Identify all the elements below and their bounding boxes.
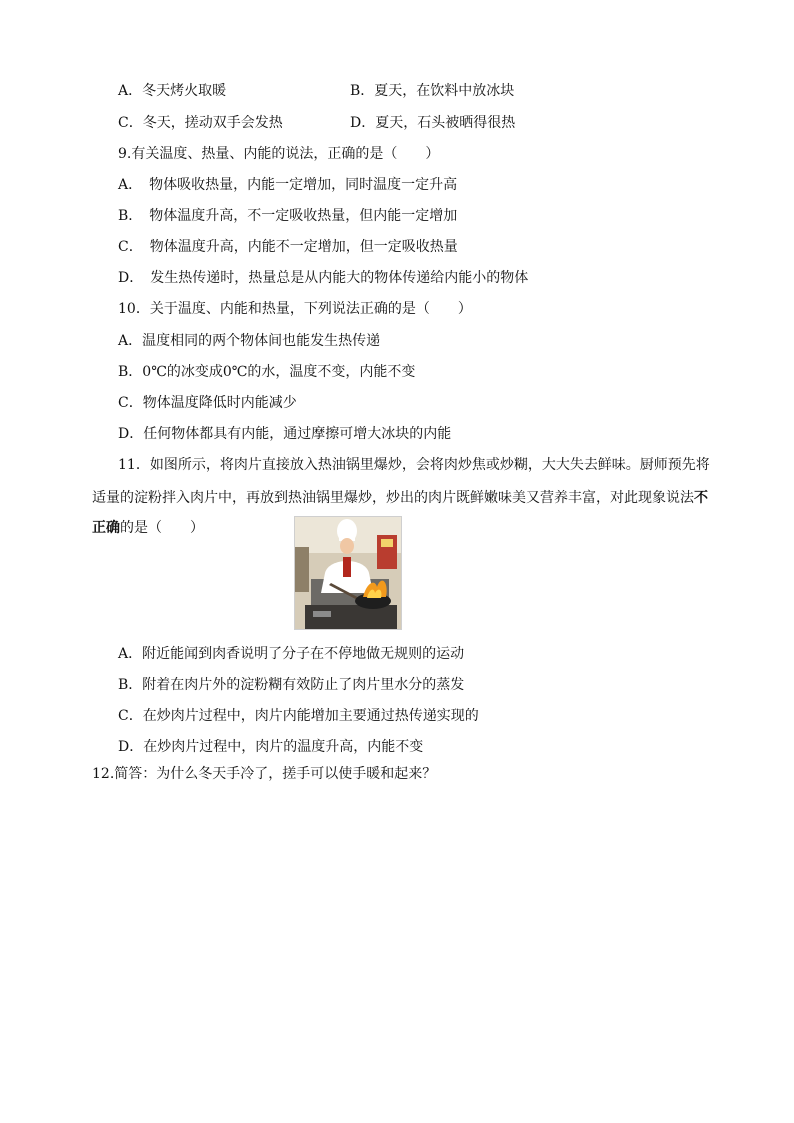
q10-option-b: B．0℃的冰变成0℃的水，温度不变，内能不变 [118, 364, 416, 380]
q11-option-c: C．在炒肉片过程中，肉片内能增加主要通过热传递实现的 [118, 708, 479, 724]
q11-option-d: D．在炒肉片过程中，肉片的温度升高，内能不变 [118, 739, 424, 755]
q11-stem-line2-text: 适量的淀粉拌入肉片中，再放到热油锅里爆炒，炒出的肉片既鲜嫩味美又营养丰富，对此现象说法 [92, 490, 694, 506]
q8-option-a: A．冬天烤火取暖 [118, 83, 227, 99]
q11-stem-line2 [92, 489, 708, 507]
q11-option-a: A．附近能闻到肉香说明了分子在不停地做无规则的运动 [118, 646, 465, 662]
q11-stem-line1: 11．如图所示，将肉片直接放入热油锅里爆炒，会将肉炒焦或炒糊，大大失去鲜味。厨师预先将 [118, 457, 710, 473]
q10-stem: 10．关于温度、内能和热量，下列说法正确的是（ ） [118, 301, 472, 317]
q10-option-a: A．温度相同的两个物体间也能发生热传递 [118, 333, 381, 349]
q11-option-b: B．附着在肉片外的淀粉糊有效防止了肉片里水分的蒸发 [118, 677, 465, 693]
q9-stem: 9.有关温度、热量、内能的说法，正确的是（ ） [118, 146, 440, 162]
q9-option-b: B． 物体温度升高，不一定吸收热量，但内能一定增加 [118, 208, 458, 224]
q9-option-a: A． 物体吸收热量，内能一定增加，同时温度一定升高 [118, 177, 458, 193]
q11-emphasis-not: 不 [694, 490, 708, 506]
q8-option-b: B．夏天，在饮料中放冰块 [350, 83, 515, 99]
q10-option-c: C．物体温度降低时内能减少 [118, 395, 297, 411]
chef-stir-fry-photo [294, 516, 402, 630]
q11-emphasis-correct: 正确 [92, 520, 120, 536]
q11-stem-line3-text: 的是（ ） [120, 520, 204, 536]
q9-option-c: C． 物体温度升高，内能不一定增加，但一定吸收热量 [118, 239, 458, 255]
q8-option-c: C．冬天，搓动双手会发热 [118, 115, 283, 131]
q10-option-d: D．任何物体都具有内能，通过摩擦可增大冰块的内能 [118, 426, 452, 442]
q8-option-d: D．夏天，石头被晒得很热 [350, 115, 516, 131]
q11-stem-line3 [92, 519, 204, 537]
q9-option-d: D． 发生热传递时，热量总是从内能大的物体传递给内能小的物体 [118, 270, 529, 286]
q12-stem: 12.简答：为什么冬天手冷了，搓手可以使手暖和起来？ [92, 766, 437, 782]
